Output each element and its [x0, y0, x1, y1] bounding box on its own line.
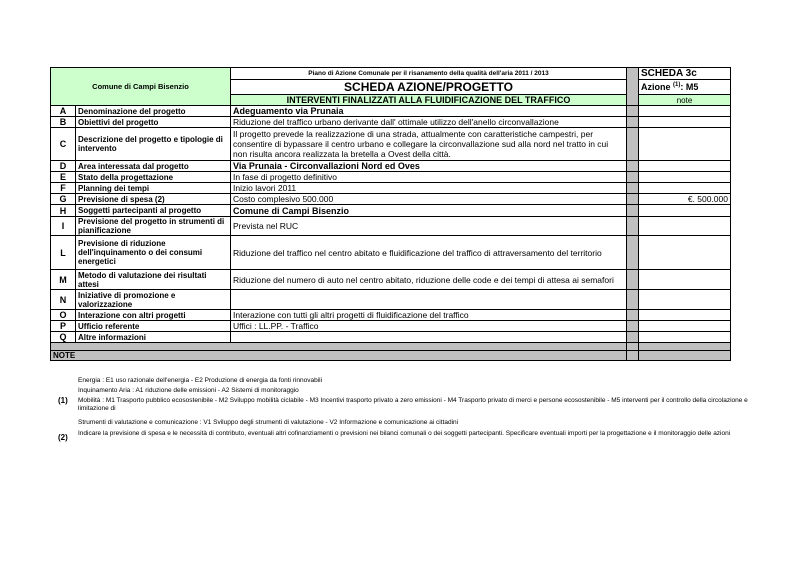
row-label: Altre informazioni	[76, 332, 231, 343]
separator-cell	[627, 117, 639, 128]
row-note	[639, 183, 731, 194]
section-heading: INTERVENTI FINALIZZATI ALLA FLUIDIFICAZIONE DEL TRAFFICO	[231, 95, 627, 106]
table-row	[51, 236, 731, 270]
row-note	[639, 106, 731, 117]
row-value	[231, 332, 627, 343]
separator-column	[627, 68, 639, 106]
row-label: Denominazione del progetto	[76, 106, 231, 117]
footnote-mobilita: Mobilità : M1 Trasporto pubblico ecosostenibile - M2 Sviluppo mobilità ciclabile - M3 Incentivi trasporto privato a zero emissioni - M4 Trasporto privato di merci e persone ecosostenibile - M5 interventi per il controllo della circolazione e limitazione di	[78, 397, 748, 412]
footnote-spesa: Indicare la previsione di spesa e le necessità di contributo, eventuali altri cofinanziamenti o previsioni nei bilanci comunali o dei soggetti partecipanti. Specificare eventuali importi per la progettazione e il monitoraggio delle azioni	[78, 430, 731, 437]
sheet-id: SCHEDA 3c	[639, 68, 731, 80]
row-letter: B	[51, 117, 76, 128]
row-note	[639, 290, 731, 310]
row-value: Inizio lavori 2011	[231, 183, 627, 194]
row-note	[639, 310, 731, 321]
table-row	[51, 217, 731, 236]
row-value: In fase di progetto definitivo	[231, 172, 627, 183]
plan-title: Piano di Azione Comunale per il risanamento della qualità dell'aria 2011 / 2013	[231, 68, 627, 80]
table-row	[51, 106, 731, 117]
row-letter: M	[51, 270, 76, 290]
row-letter: E	[51, 172, 76, 183]
row-note	[639, 236, 731, 270]
separator-cell	[627, 161, 639, 172]
separator-cell	[627, 236, 639, 270]
row-letter: H	[51, 205, 76, 217]
table-row	[51, 194, 731, 205]
row-note	[639, 321, 731, 332]
row-label: Stato della progettazione	[76, 172, 231, 183]
row-label: Interazione con altri progetti	[76, 310, 231, 321]
separator-cell	[627, 270, 639, 290]
table-row	[51, 332, 731, 343]
row-letter: N	[51, 290, 76, 310]
row-value: Riduzione del numero di auto nel centro abitato, riduzione delle code e dei tempi di attesa ai semafori	[231, 270, 627, 290]
separator-cell	[627, 310, 639, 321]
note-label: NOTE	[51, 351, 627, 361]
row-note	[639, 332, 731, 343]
footnote-2-marker: (2)	[58, 433, 68, 442]
row-value: Comune di Campi Bisenzio	[231, 205, 627, 217]
row-label: Area interessata dal progetto	[76, 161, 231, 172]
row-letter: O	[51, 310, 76, 321]
separator-cell	[627, 205, 639, 217]
row-value: Prevista nel RUC	[231, 217, 627, 236]
table-row	[51, 270, 731, 290]
table-row	[51, 128, 731, 161]
row-label: Metodo di valutazione dei risultati attesi	[76, 270, 231, 290]
row-label: Iniziative di promozione e valorizzazione	[76, 290, 231, 310]
row-note	[639, 217, 731, 236]
separator-cell	[627, 290, 639, 310]
row-label: Planning dei tempi	[76, 183, 231, 194]
row-letter: Q	[51, 332, 76, 343]
row-note-value: €. 500.000	[639, 194, 731, 205]
table-row	[51, 310, 731, 321]
row-letter: D	[51, 161, 76, 172]
footnote-inquinamento: Inquinamento Aria : A1 riduzione delle emissioni - A2 Sistemi di monitoraggio	[78, 387, 299, 394]
notes-header: note	[639, 95, 731, 106]
row-value: Interazione con tutti gli altri progetti di fluidificazione del traffico	[231, 310, 627, 321]
row-note	[639, 270, 731, 290]
project-table	[50, 67, 731, 361]
page-title: SCHEDA AZIONE/PROGETTO	[231, 80, 627, 95]
row-label: Previsione del progetto in strumenti di pianificazione	[76, 217, 231, 236]
table-row	[51, 321, 731, 332]
separator-cell	[627, 183, 639, 194]
row-note	[639, 161, 731, 172]
separator-cell	[627, 332, 639, 343]
row-value	[231, 290, 627, 310]
row-letter: C	[51, 128, 76, 161]
row-letter: I	[51, 217, 76, 236]
row-value: Il progetto prevede la realizzazione di una strada, attualmente con caratteristiche campestri, per consentire di bypassare il centro urbano e collegare la circonvallazione sud alla nord nel tratto in cui non risulta ancora realizzata la bretella a Ovest della città.	[231, 128, 627, 161]
separator-cell	[627, 172, 639, 183]
row-label: Descrizione del progetto e tipologie di intervento	[76, 128, 231, 161]
separator-cell	[627, 128, 639, 161]
row-value: Riduzione del traffico nel centro abitato e fluidificazione del traffico di attraversamento del territorio	[231, 236, 627, 270]
row-value: Adeguamento via Prunaia	[231, 106, 627, 117]
row-label: Previsione di riduzione dell'inquinamento o dei consumi energetici	[76, 236, 231, 270]
footnote-1-marker: (1)	[58, 396, 68, 405]
separator-cell	[627, 106, 639, 117]
row-label: Obiettivi del progetto	[76, 117, 231, 128]
municipality-name: Comune di Campi Bisenzio	[51, 68, 231, 106]
separator-cell	[627, 321, 639, 332]
table-row	[51, 183, 731, 194]
table-row	[51, 117, 731, 128]
row-letter: P	[51, 321, 76, 332]
table-row	[51, 205, 731, 217]
row-note	[639, 117, 731, 128]
row-value: Costo complesivo 500.000	[231, 194, 627, 205]
row-note	[639, 205, 731, 217]
spacer-row	[51, 343, 627, 351]
row-value: Riduzione del traffico urbano derivante dall' ottimale utilizzo dell'anello circonvallazione	[231, 117, 627, 128]
row-note	[639, 128, 731, 161]
row-label: Previsione di spesa (2)	[76, 194, 231, 205]
row-letter: G	[51, 194, 76, 205]
row-note	[639, 172, 731, 183]
row-label: Soggetti partecipanti al progetto	[76, 205, 231, 217]
row-letter: L	[51, 236, 76, 270]
table-row	[51, 172, 731, 183]
action-sheet	[50, 67, 730, 361]
separator-cell	[627, 194, 639, 205]
row-letter: F	[51, 183, 76, 194]
row-value: Uffici : LL.PP. - Traffico	[231, 321, 627, 332]
row-letter: A	[51, 106, 76, 117]
table-row	[51, 161, 731, 172]
action-code: Azione $^{(1)}$: M5	[639, 80, 731, 95]
separator-cell	[627, 217, 639, 236]
footnote-strumenti: Strumenti di valutazione e comunicazione : V1 Sviluppo degli strumenti di valutazione - V2 Informazione e comunicazione ai cittadini	[78, 419, 459, 426]
row-label: Ufficio referente	[76, 321, 231, 332]
row-value: Via Prunaia - Circonvallazioni Nord ed Oves	[231, 161, 627, 172]
footnote-energia: Energia : E1 uso razionale dell'energia - E2 Produzione di energia da fonti rinnovabili	[78, 377, 323, 384]
table-row	[51, 290, 731, 310]
